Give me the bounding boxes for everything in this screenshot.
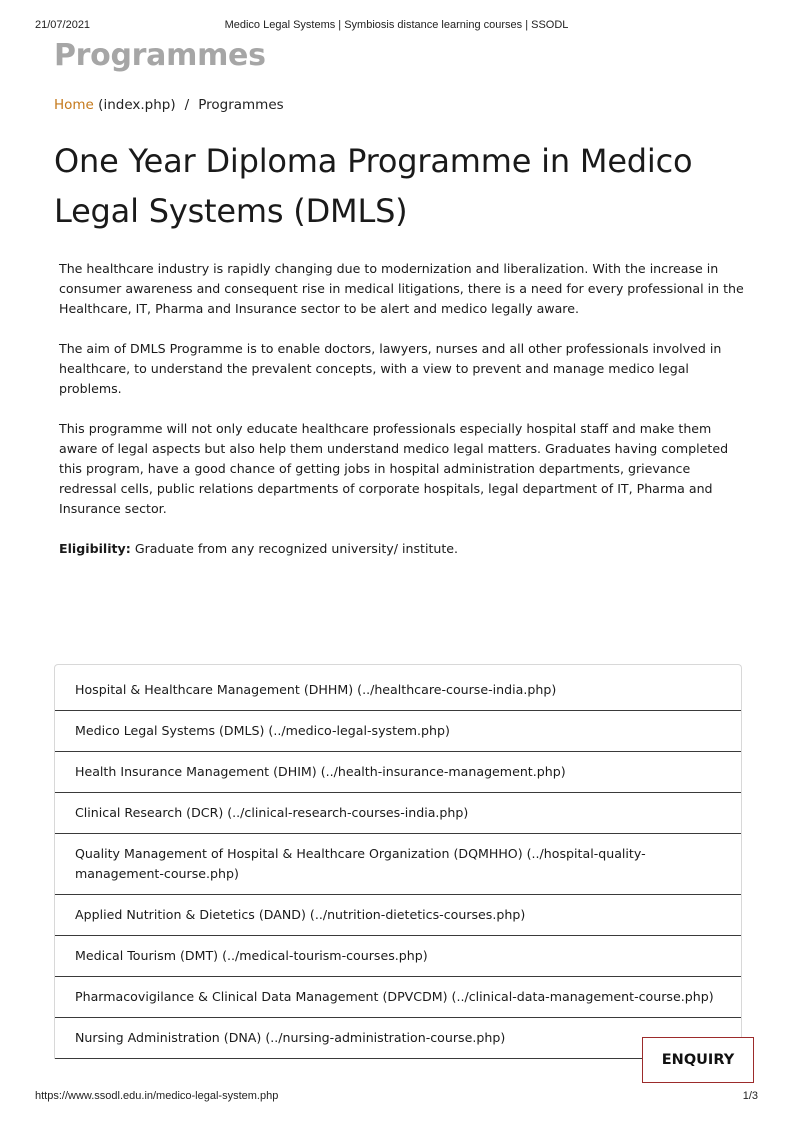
course-link-dhhm[interactable]: Hospital & Healthcare Management (DHHM) (../healthcare-course-india.php) xyxy=(55,665,741,711)
breadcrumb-home-href: (index.php) xyxy=(98,97,176,113)
eligibility-text: Graduate from any recognized university/ institute. xyxy=(130,541,459,556)
breadcrumb-home-link[interactable]: Home xyxy=(54,97,94,113)
course-link-dand[interactable]: Applied Nutrition & Dietetics (DAND) (../nutrition-dietetics-courses.php) xyxy=(55,895,741,936)
print-header xyxy=(0,18,793,34)
course-link-dqmhho[interactable]: Quality Management of Hospital & Healthcare Organization (DQMHHO) (../hospital-quality-management-course.php) xyxy=(55,834,741,895)
enquiry-button[interactable]: ENQUIRY xyxy=(642,1037,754,1083)
course-link-dcr[interactable]: Clinical Research (DCR) (../clinical-research-courses-india.php) xyxy=(55,793,741,834)
print-date: 21/07/2021 xyxy=(35,19,91,31)
description-paragraph: The aim of DMLS Programme is to enable doctors, lawyers, nurses and all other professionals involved in healthcare, to understand the prevalent concepts, with a view to prevent and manage medico legal problems. xyxy=(59,341,722,396)
course-link-dna[interactable]: Nursing Administration (DNA) (../nursing-administration-course.php) xyxy=(55,1018,741,1059)
course-link-dhim[interactable]: Health Insurance Management (DHIM) (../health-insurance-management.php) xyxy=(55,752,741,793)
eligibility xyxy=(59,539,749,559)
print-title: Medico Legal Systems | Symbiosis distance learning courses | SSODL xyxy=(224,19,569,31)
description-paragraph: This programme will not only educate healthcare professionals especially hospital staff and make them aware of legal aspects but also help them understand medico legal matters. Graduates having completed this program, have a good chance of getting jobs in hospital administration departments, grievance redressal cells, public relations departments of corporate hospitals, legal department of IT, Pharma and Insurance sector. xyxy=(59,421,729,516)
print-page-number: 1/3 xyxy=(742,1090,758,1102)
section-heading: Programmes xyxy=(54,38,266,73)
eligibility-label: Eligibility: xyxy=(59,541,131,556)
print-footer xyxy=(0,1090,793,1106)
course-link-dpvcdm[interactable]: Pharmacovigilance & Clinical Data Management (DPVCDM) (../clinical-data-management-course.php) xyxy=(55,977,741,1018)
course-list xyxy=(54,664,742,1059)
description-paragraph: The healthcare industry is rapidly changing due to modernization and liberalization. With the increase in consumer awareness and consequent rise in medical litigations, there is a need for every professional in the Healthcare, IT, Pharma and Insurance sector to be alert and medico legally aware. xyxy=(59,261,744,316)
programme-description xyxy=(59,259,749,579)
page-title: One Year Diploma Programme in Medico Legal Systems (DMLS) xyxy=(54,142,693,230)
course-link-dmls[interactable]: Medico Legal Systems (DMLS) (../medico-legal-system.php) xyxy=(55,711,741,752)
breadcrumb xyxy=(54,97,284,113)
breadcrumb-separator: / xyxy=(184,97,190,113)
print-url: https://www.ssodl.edu.in/medico-legal-system.php xyxy=(35,1090,279,1102)
course-link-dmt[interactable]: Medical Tourism (DMT) (../medical-tourism-courses.php) xyxy=(55,936,741,977)
breadcrumb-current: Programmes xyxy=(198,97,284,113)
